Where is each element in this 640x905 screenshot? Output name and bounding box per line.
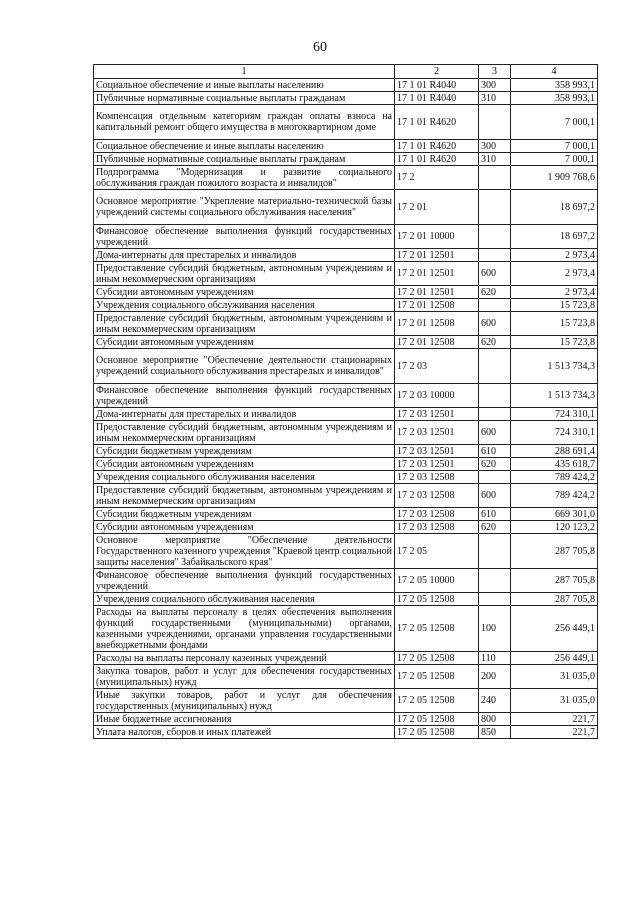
- row-expense-type: 600: [479, 262, 511, 286]
- row-name: Уплата налогов, сборов и иных платежей: [94, 726, 395, 739]
- row-name: Расходы на выплаты персоналу в целях обеспечения выполнения функций государственными (муниципальными) органами, казенными учреждениями, органами управления государственными внебюджетными фондами: [94, 606, 395, 652]
- row-code: 17 2 05 12508: [395, 726, 479, 739]
- row-amount: 435 618,7: [511, 458, 598, 471]
- budget-table: [93, 64, 598, 739]
- table-row: [94, 445, 598, 458]
- row-expense-type: 600: [479, 421, 511, 445]
- row-code: 17 2 01 12508: [395, 299, 479, 312]
- row-code: 17 2 01 12508: [395, 336, 479, 349]
- header-col-name: 1: [94, 65, 395, 79]
- row-name: Финансовое обеспечение выполнения функций государственных учреждений: [94, 569, 395, 593]
- row-amount: 1 909 768,6: [511, 166, 598, 190]
- row-code: 17 2 03 12508: [395, 521, 479, 534]
- row-expense-type: [479, 105, 511, 140]
- table-row: [94, 593, 598, 606]
- table-row: [94, 79, 598, 92]
- row-expense-type: 310: [479, 153, 511, 166]
- row-expense-type: 610: [479, 445, 511, 458]
- row-code: 17 2 03 12501: [395, 458, 479, 471]
- row-code: 17 2: [395, 166, 479, 190]
- row-expense-type: 620: [479, 521, 511, 534]
- row-code: 17 2 03 12508: [395, 484, 479, 508]
- row-code: 17 2 01 12501: [395, 286, 479, 299]
- table-row: [94, 249, 598, 262]
- row-name: Социальное обеспечение и иные выплаты населению: [94, 140, 395, 153]
- row-amount: 287 705,8: [511, 569, 598, 593]
- table-row: [94, 349, 598, 384]
- table-row: [94, 166, 598, 190]
- table-header: [94, 65, 598, 79]
- table-row: [94, 262, 598, 286]
- row-expense-type: 110: [479, 652, 511, 665]
- row-name: Предоставление субсидий бюджетным, автономным учреждениям и иным некоммерческим организациям: [94, 262, 395, 286]
- row-expense-type: 600: [479, 312, 511, 336]
- table-row: [94, 92, 598, 105]
- row-expense-type: 300: [479, 79, 511, 92]
- row-amount: 1 513 734,3: [511, 349, 598, 384]
- table-row: [94, 408, 598, 421]
- row-expense-type: [479, 299, 511, 312]
- row-name: Субсидии автономным учреждениям: [94, 336, 395, 349]
- table-row: [94, 484, 598, 508]
- row-code: 17 2 05 12508: [395, 606, 479, 652]
- row-code: 17 2 05 12508: [395, 665, 479, 689]
- row-amount: 669 301,0: [511, 508, 598, 521]
- row-amount: 2 973,4: [511, 262, 598, 286]
- row-code: 17 2 05 12508: [395, 593, 479, 606]
- row-amount: 789 424,2: [511, 471, 598, 484]
- row-expense-type: 200: [479, 665, 511, 689]
- row-name: Финансовое обеспечение выполнения функций государственных учреждений: [94, 384, 395, 408]
- row-expense-type: 300: [479, 140, 511, 153]
- table-row: [94, 225, 598, 249]
- row-expense-type: 850: [479, 726, 511, 739]
- row-amount: 31 035,0: [511, 665, 598, 689]
- row-amount: 724 310,1: [511, 408, 598, 421]
- header-col-amount: 4: [511, 65, 598, 79]
- row-code: 17 1 01 R4040: [395, 79, 479, 92]
- table-row: [94, 384, 598, 408]
- row-code: 17 2 01 12501: [395, 262, 479, 286]
- row-expense-type: [479, 190, 511, 225]
- row-code: 17 1 01 R4620: [395, 105, 479, 140]
- row-amount: 2 973,4: [511, 249, 598, 262]
- table-row: [94, 665, 598, 689]
- table-row: [94, 421, 598, 445]
- row-code: 17 2 01: [395, 190, 479, 225]
- row-amount: 15 723,8: [511, 336, 598, 349]
- row-name: Субсидии бюджетным учреждениям: [94, 445, 395, 458]
- header-row: [94, 65, 598, 79]
- row-code: 17 1 01 R4620: [395, 153, 479, 166]
- row-name: Публичные нормативные социальные выплаты гражданам: [94, 92, 395, 105]
- row-name: Подпрограмма "Модернизация и развитие социального обслуживания граждан пожилого возраста и инвалидов": [94, 166, 395, 190]
- table-row: [94, 140, 598, 153]
- row-name: Дома-интернаты для престарелых и инвалидов: [94, 249, 395, 262]
- row-amount: 18 697,2: [511, 225, 598, 249]
- table-row: [94, 105, 598, 140]
- row-name: Компенсация отдельным категориям граждан оплаты взноса на капитальный ремонт общего имущества в многоквартирном доме: [94, 105, 395, 140]
- row-name: Иные закупки товаров, работ и услуг для обеспечения государственных (муниципальных) нужд: [94, 689, 395, 713]
- row-code: 17 2 01 12501: [395, 249, 479, 262]
- row-amount: 221,7: [511, 713, 598, 726]
- row-expense-type: 100: [479, 606, 511, 652]
- row-code: 17 2 03 12501: [395, 408, 479, 421]
- row-amount: 7 000,1: [511, 140, 598, 153]
- row-expense-type: [479, 569, 511, 593]
- row-name: Субсидии бюджетным учреждениям: [94, 508, 395, 521]
- row-name: Субсидии автономным учреждениям: [94, 286, 395, 299]
- row-amount: 15 723,8: [511, 312, 598, 336]
- row-expense-type: 800: [479, 713, 511, 726]
- table-row: [94, 153, 598, 166]
- table-row: [94, 534, 598, 569]
- row-code: 17 1 01 R4040: [395, 92, 479, 105]
- row-expense-type: 240: [479, 689, 511, 713]
- row-name: Основное мероприятие "Обеспечение деятельности стационарных учреждений социального обслуживания престарелых и инвалидов": [94, 349, 395, 384]
- table-row: [94, 508, 598, 521]
- row-expense-type: [479, 534, 511, 569]
- row-code: 17 1 01 R4620: [395, 140, 479, 153]
- row-code: 17 2 05 12508: [395, 689, 479, 713]
- row-amount: 358 993,1: [511, 79, 598, 92]
- row-amount: 288 691,4: [511, 445, 598, 458]
- table-row: [94, 652, 598, 665]
- row-expense-type: 600: [479, 484, 511, 508]
- page-number: 60: [313, 40, 327, 55]
- table-row: [94, 299, 598, 312]
- table-row: [94, 689, 598, 713]
- row-code: 17 2 03 10000: [395, 384, 479, 408]
- row-amount: 287 705,8: [511, 593, 598, 606]
- row-expense-type: [479, 225, 511, 249]
- row-name: Социальное обеспечение и иные выплаты населению: [94, 79, 395, 92]
- row-amount: 256 449,1: [511, 652, 598, 665]
- row-expense-type: 620: [479, 458, 511, 471]
- row-expense-type: [479, 249, 511, 262]
- row-name: Субсидии автономным учреждениям: [94, 458, 395, 471]
- table-row: [94, 521, 598, 534]
- row-amount: 31 035,0: [511, 689, 598, 713]
- table-row: [94, 713, 598, 726]
- row-code: 17 2 05 12508: [395, 652, 479, 665]
- row-code: 17 2 01 12508: [395, 312, 479, 336]
- row-expense-type: [479, 166, 511, 190]
- row-expense-type: 310: [479, 92, 511, 105]
- row-name: Учреждения социального обслуживания населения: [94, 593, 395, 606]
- table-row: [94, 312, 598, 336]
- row-code: 17 2 03 12501: [395, 445, 479, 458]
- row-amount: 789 424,2: [511, 484, 598, 508]
- row-expense-type: [479, 471, 511, 484]
- table-row: [94, 458, 598, 471]
- row-name: Публичные нормативные социальные выплаты гражданам: [94, 153, 395, 166]
- row-amount: 120 123,2: [511, 521, 598, 534]
- row-code: 17 2 05: [395, 534, 479, 569]
- row-code: 17 2 01 10000: [395, 225, 479, 249]
- table-row: [94, 336, 598, 349]
- row-amount: 2 973,4: [511, 286, 598, 299]
- row-name: Иные бюджетные ассигнования: [94, 713, 395, 726]
- row-name: Расходы на выплаты персоналу казенных учреждений: [94, 652, 395, 665]
- table-row: [94, 471, 598, 484]
- table-row: [94, 286, 598, 299]
- row-name: Субсидии автономным учреждениям: [94, 521, 395, 534]
- row-code: 17 2 03 12501: [395, 421, 479, 445]
- row-expense-type: 620: [479, 336, 511, 349]
- row-amount: 256 449,1: [511, 606, 598, 652]
- header-col-expense-type: 3: [479, 65, 511, 79]
- row-amount: 15 723,8: [511, 299, 598, 312]
- row-name: Основное мероприятие "Обеспечение деятельности Государственного казенного учреждения "Краевой центр социальной защиты населения" Забайкальского края": [94, 534, 395, 569]
- row-name: Основное мероприятие "Укрепление материально-технической базы учреждений системы социального обслуживания населения": [94, 190, 395, 225]
- row-name: Предоставление субсидий бюджетным, автономным учреждениям и иным некоммерческим организациям: [94, 421, 395, 445]
- row-amount: 18 697,2: [511, 190, 598, 225]
- row-expense-type: [479, 384, 511, 408]
- row-amount: 287 705,8: [511, 534, 598, 569]
- table-row: [94, 606, 598, 652]
- header-col-code: 2: [395, 65, 479, 79]
- row-code: 17 2 05 10000: [395, 569, 479, 593]
- row-expense-type: [479, 349, 511, 384]
- row-amount: 358 993,1: [511, 92, 598, 105]
- row-expense-type: [479, 408, 511, 421]
- row-amount: 7 000,1: [511, 153, 598, 166]
- table-body: [94, 79, 598, 739]
- row-amount: 724 310,1: [511, 421, 598, 445]
- row-code: 17 2 03 12508: [395, 471, 479, 484]
- table-row: [94, 190, 598, 225]
- row-name: Закупка товаров, работ и услуг для обеспечения государственных (муниципальных) нужд: [94, 665, 395, 689]
- row-name: Предоставление субсидий бюджетным, автономным учреждениям и иным некоммерческим организациям: [94, 312, 395, 336]
- row-code: 17 2 05 12508: [395, 713, 479, 726]
- row-expense-type: 620: [479, 286, 511, 299]
- row-name: Финансовое обеспечение выполнения функций государственных учреждений: [94, 225, 395, 249]
- table-row: [94, 726, 598, 739]
- table-row: [94, 569, 598, 593]
- row-name: Предоставление субсидий бюджетным, автономным учреждениям и иным некоммерческим организациям: [94, 484, 395, 508]
- row-name: Дома-интернаты для престарелых и инвалидов: [94, 408, 395, 421]
- row-name: Учреждения социального обслуживания населения: [94, 299, 395, 312]
- row-expense-type: 610: [479, 508, 511, 521]
- row-expense-type: [479, 593, 511, 606]
- row-amount: 7 000,1: [511, 105, 598, 140]
- row-name: Учреждения социального обслуживания населения: [94, 471, 395, 484]
- row-amount: 221,7: [511, 726, 598, 739]
- row-code: 17 2 03: [395, 349, 479, 384]
- row-code: 17 2 03 12508: [395, 508, 479, 521]
- row-amount: 1 513 734,3: [511, 384, 598, 408]
